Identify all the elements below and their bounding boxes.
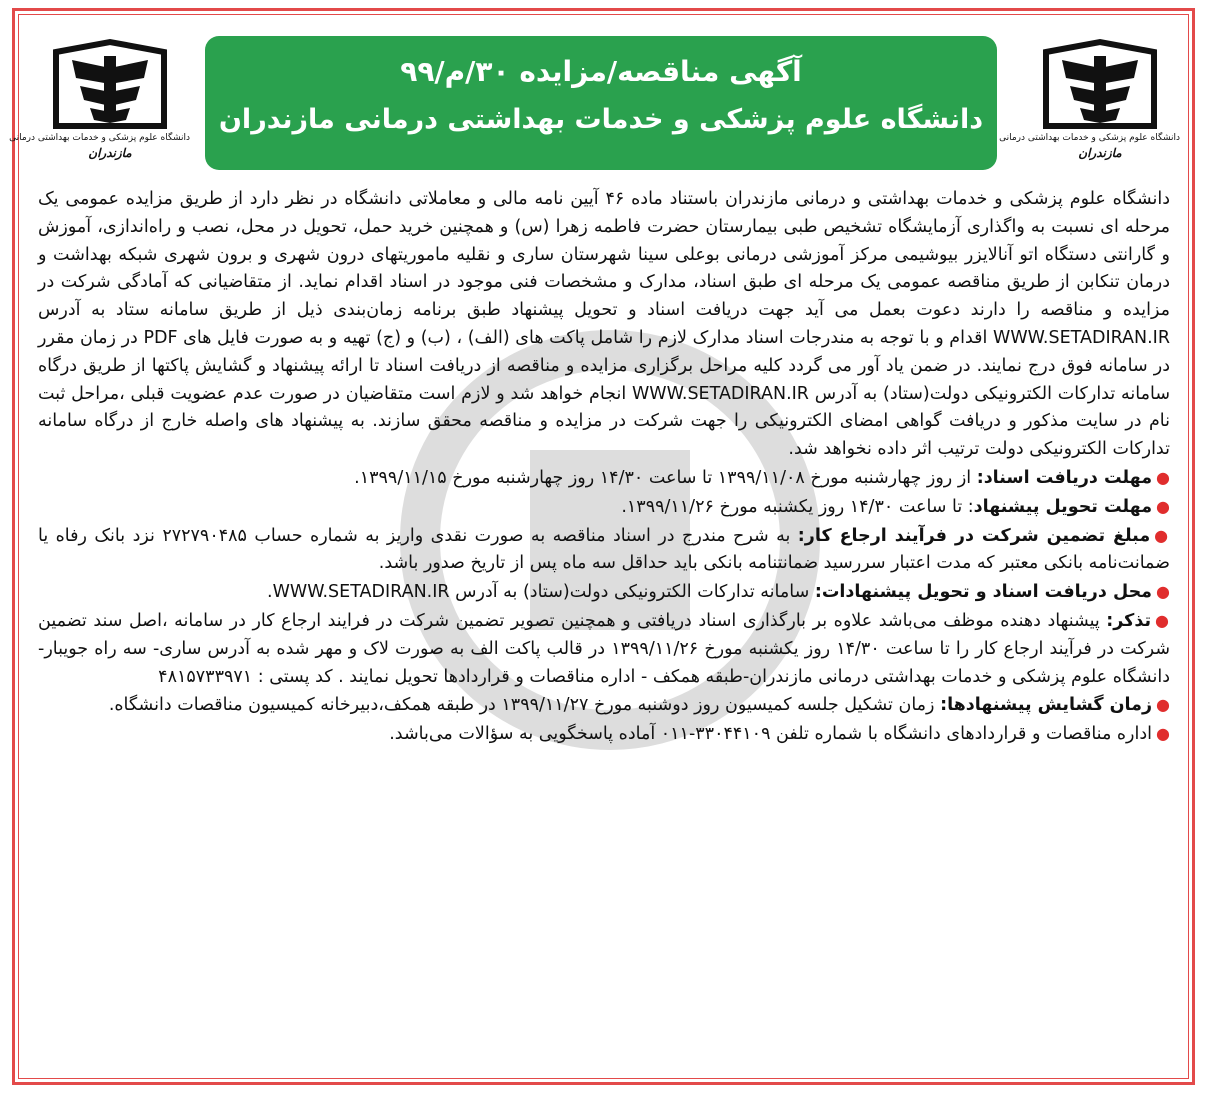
logo-caption: دانشگاه علوم پزشکی و خدمات بهداشتی درمانی (999, 133, 1180, 143)
list-item-documents-deadline (38, 464, 1170, 493)
list-item-submission-location (38, 578, 1170, 607)
item-label: محل دریافت اسناد و تحویل پیشنهادات: (814, 582, 1153, 603)
logo-city: مازندران (88, 146, 132, 160)
announcement-body (38, 186, 1170, 749)
university-emblem-icon (50, 38, 170, 130)
bullet-icon: ● (1156, 582, 1170, 602)
item-label: مبلغ تضمین شرکت در فرآیند ارجاع کار: (797, 525, 1151, 546)
list-item-contact (38, 720, 1170, 749)
item-text: زمان تشکیل جلسه کمیسیون روز دوشنبه مورخ ۱۳۹۹/۱۱/۲۷ در طبقه همکف،دبیرخانه کمیسیون مناقصات دانشگاه. (108, 695, 941, 716)
logo-city: مازندران (1078, 146, 1122, 160)
bullet-icon: ● (1155, 610, 1170, 630)
university-emblem-icon (1040, 38, 1160, 130)
intro-paragraph: دانشگاه علوم پزشکی و خدمات بهداشتی و درمانی مازندران باستناد ماده ۴۶ آیین نامه مالی و معاملاتی دانشگاه در نظر دارد از طریق مزایده عمومی یک مرحله ای نسبت به واگذاری آزمایشگاه تشخیص طبی بیمارستان حضرت فاطمه زهرا (س) و همچنین خرید حمل، تحویل در محل، نصب و راه‌اندازی، آموزش و گارانتی دستگاه اتو آنالایزر بیوشیمی مرکز آموزشی درمانی بوعلی سینا شهرستان ساری و نقلیه ماموریتهای درون شهری و برون شهری شبکه بهداشت و درمان تنکابن از طریق مناقصه عمومی یک مرحله ای طبق اسناد، مدارک و مشخصات فنی موجود در اسناد اقدام نماید. از متقاضیانی که آمادگی شرکت در مزایده و مناقصه را دارند دعوت بعمل می آید جهت دریافت اسناد و تحویل پیشنهاد طبق برنامه زمان‌بندی ذیل از طریق سامانه ستاد به آدرس WWW.SETADIRAN.IR اقدام و با توجه به مندرجات اسناد مدارک لازم را شامل پاکت های (الف) ، (ب) و (ج) تهیه و به صورت فایل های PDF در زمان مقرر در سامانه فوق درج نمایند. در ضمن یاد آور می گردد کلیه مراحل برگزاری مزایده و مناقصه از دریافت اسناد تا ارائه پیشنهاد و گشایش پاکتها از طریق درگاه سامانه تدارکات الکترونیکی دولت(ستاد) به آدرس WWW.SETADIRAN.IR انجام خواهد شد و لازم است متقاضیان در صورت عدم عضویت قبلی ،مراحل ثبت نام در سایت مذکور و دریافت گواهی امضای الکترونیکی را جهت شرکت در مزایده و مناقصه محقق سازند. به پیشنهاد های واصله خارج از درگاه سامانه تدارکات الکترونیکی دولت ترتیب اثر داده نخواهد شد. (38, 189, 1170, 460)
bullet-icon: ● (1156, 724, 1170, 744)
item-text: اداره مناقصات و قراردادهای دانشگاه با شماره تلفن ۳۳۰۴۴۱۰۹-۰۱۱ آماده پاسخگویی به سؤالات می‌باشد. (389, 724, 1153, 745)
item-text: پیشنهاد دهنده موظف می‌باشد علاوه بر بارگذاری اسناد دریافتی و همچنین تصویر تضمین شرکت در فرایند ارجاع کار در سامانه ،اصل سند تضمین شرکت در فرآیند ارجاع کار را تا ساعت ۱۴/۳۰ روز یکشنبه مورخ ۱۳۹۹/۱۱/۲۶ در قالب پاکت الف به صورت لاک و مهر شده به آدرس ساری- سه راه جویبار- دانشگاه علوم پزشکی و خدمات بهداشتی درمانی مازندران-طبقه همکف - اداره مناقصات و قراردادها تحویل نمایند . کد پستی : ۴۸۱۵۷۳۳۹۷۱ (38, 610, 1170, 687)
item-text: سامانه تدارکات الکترونیکی دولت(ستاد) به آدرس WWW.SETADIRAN.IR. (267, 582, 815, 603)
list-item-guarantee-amount (38, 522, 1170, 579)
item-label: مهلت دریافت اسناد: (976, 467, 1153, 488)
bullet-icon: ● (1156, 467, 1170, 487)
header-banner (205, 36, 997, 170)
list-item-opening-time (38, 691, 1170, 720)
page-subtitle: دانشگاه علوم پزشکی و خدمات بهداشتی درمانی مازندران (218, 104, 984, 135)
item-label: تذکر: (1106, 610, 1152, 631)
university-logo-left (9, 38, 190, 188)
bullet-icon: ● (1156, 695, 1170, 715)
list-item-note (38, 607, 1170, 691)
list-item-proposal-deadline (38, 493, 1170, 522)
item-text: : تا ساعت ۱۴/۳۰ روز یکشنبه مورخ ۱۳۹۹/۱۱/۲۶. (621, 496, 974, 517)
logo-caption: دانشگاه علوم پزشکی و خدمات بهداشتی درمانی (9, 133, 190, 143)
item-text: به شرح مندرج در اسناد مناقصه به صورت نقدی واریز به شماره حساب ۲۷۲۷۹۰۴۸۵ نزد بانک رفاه یا ضمانت‌نامه بانکی معتبر که مدت اعتبار سررسید ضمانتنامه بانکی باید حداقل سه ماه پس از تاریخ صدور باشد. (38, 525, 1170, 574)
university-logo-right (999, 38, 1180, 188)
item-label: زمان گشایش پیشنهادها: (940, 695, 1153, 716)
item-label: مهلت تحویل پیشنهاد (973, 496, 1153, 517)
bullet-icon: ● (1154, 525, 1171, 545)
bullet-icon: ● (1156, 496, 1170, 516)
item-text: از روز چهارشنبه مورخ ۱۳۹۹/۱۱/۰۸ تا ساعت ۱۴/۳۰ روز چهارشنبه مورخ ۱۳۹۹/۱۱/۱۵. (354, 467, 977, 488)
page-title: آگهی مناقصه/مزایده ۳۰/م/۹۹ (400, 55, 802, 88)
